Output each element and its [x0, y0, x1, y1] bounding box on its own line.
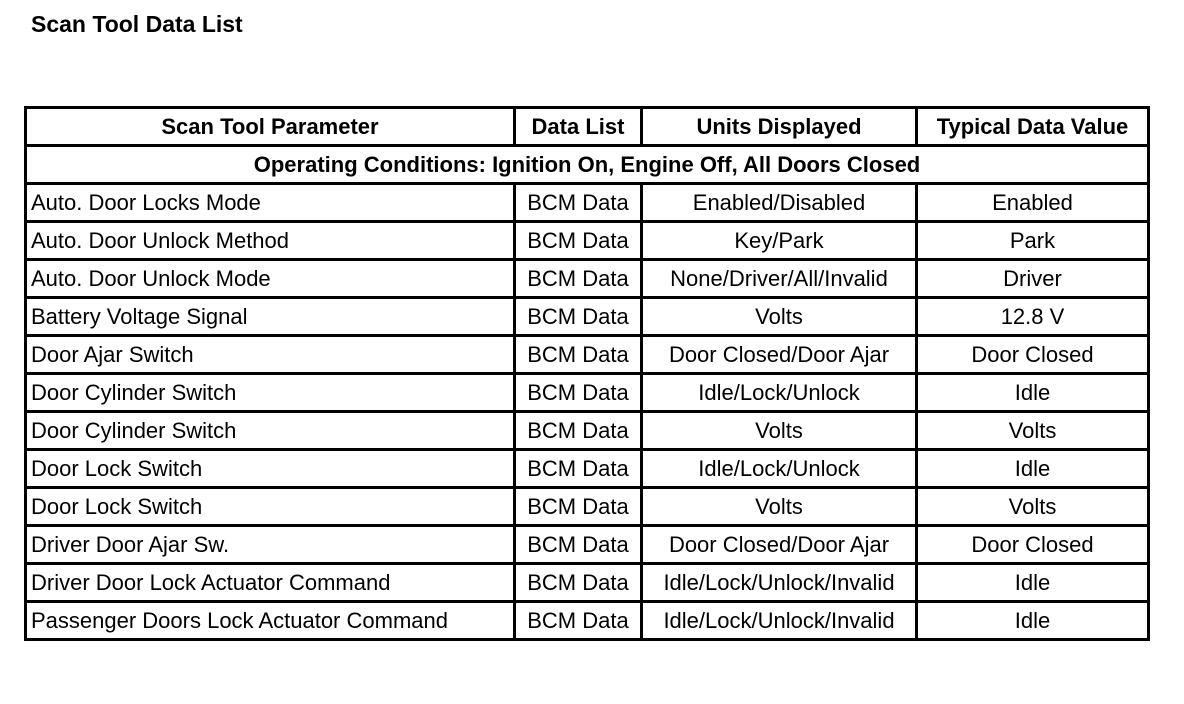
units-cell: Idle/Lock/Unlock/Invalid — [642, 602, 917, 640]
data-list-cell: BCM Data — [515, 222, 642, 260]
typical-value-cell: Idle — [917, 374, 1149, 412]
param-cell: Door Cylinder Switch — [26, 412, 515, 450]
units-cell: Door Closed/Door Ajar — [642, 336, 917, 374]
param-cell: Driver Door Ajar Sw. — [26, 526, 515, 564]
typical-value-cell: Idle — [917, 450, 1149, 488]
typical-value-cell: Volts — [917, 488, 1149, 526]
param-cell: Door Lock Switch — [26, 450, 515, 488]
typical-value-cell: Idle — [917, 602, 1149, 640]
data-list-cell: BCM Data — [515, 374, 642, 412]
table-row — [26, 450, 1149, 488]
operating-conditions-label: Operating Conditions: Ignition On, Engine Off, All Doors Closed — [26, 146, 1149, 184]
table-row — [26, 564, 1149, 602]
units-cell: Volts — [642, 488, 917, 526]
table-row — [26, 298, 1149, 336]
table-row — [26, 374, 1149, 412]
units-cell: Idle/Lock/Unlock/Invalid — [642, 564, 917, 602]
table-row — [26, 222, 1149, 260]
section-row — [26, 146, 1149, 184]
typical-value-cell: Door Closed — [917, 526, 1149, 564]
data-list-cell: BCM Data — [515, 298, 642, 336]
units-cell: Key/Park — [642, 222, 917, 260]
units-cell: None/Driver/All/Invalid — [642, 260, 917, 298]
table-row — [26, 336, 1149, 374]
table-row — [26, 526, 1149, 564]
data-list-cell: BCM Data — [515, 602, 642, 640]
param-cell: Door Ajar Switch — [26, 336, 515, 374]
typical-value-cell: Volts — [917, 412, 1149, 450]
typical-value-cell: Driver — [917, 260, 1149, 298]
table-header-row — [26, 108, 1149, 146]
param-cell: Door Cylinder Switch — [26, 374, 515, 412]
param-cell: Passenger Doors Lock Actuator Command — [26, 602, 515, 640]
units-cell: Idle/Lock/Unlock — [642, 374, 917, 412]
typical-value-cell: Idle — [917, 564, 1149, 602]
page-title: Scan Tool Data List — [31, 11, 243, 37]
table-row — [26, 260, 1149, 298]
param-cell: Auto. Door Unlock Mode — [26, 260, 515, 298]
units-cell: Door Closed/Door Ajar — [642, 526, 917, 564]
table-row — [26, 602, 1149, 640]
header-units-displayed: Units Displayed — [642, 108, 917, 146]
header-typical-data-value: Typical Data Value — [917, 108, 1149, 146]
typical-value-cell: Enabled — [917, 184, 1149, 222]
scan-tool-data-table — [24, 106, 1150, 641]
param-cell: Auto. Door Locks Mode — [26, 184, 515, 222]
header-scan-tool-parameter: Scan Tool Parameter — [26, 108, 515, 146]
data-list-cell: BCM Data — [515, 260, 642, 298]
header-data-list: Data List — [515, 108, 642, 146]
param-cell: Auto. Door Unlock Method — [26, 222, 515, 260]
data-list-cell: BCM Data — [515, 564, 642, 602]
units-cell: Volts — [642, 412, 917, 450]
table-row — [26, 412, 1149, 450]
units-cell: Volts — [642, 298, 917, 336]
param-cell: Door Lock Switch — [26, 488, 515, 526]
data-list-cell: BCM Data — [515, 336, 642, 374]
param-cell: Battery Voltage Signal — [26, 298, 515, 336]
table-row — [26, 184, 1149, 222]
typical-value-cell: Park — [917, 222, 1149, 260]
param-cell: Driver Door Lock Actuator Command — [26, 564, 515, 602]
units-cell: Enabled/Disabled — [642, 184, 917, 222]
data-list-cell: BCM Data — [515, 412, 642, 450]
units-cell: Idle/Lock/Unlock — [642, 450, 917, 488]
data-list-cell: BCM Data — [515, 450, 642, 488]
data-list-cell: BCM Data — [515, 526, 642, 564]
typical-value-cell: Door Closed — [917, 336, 1149, 374]
data-list-cell: BCM Data — [515, 488, 642, 526]
data-list-cell: BCM Data — [515, 184, 642, 222]
table-row — [26, 488, 1149, 526]
typical-value-cell: 12.8 V — [917, 298, 1149, 336]
